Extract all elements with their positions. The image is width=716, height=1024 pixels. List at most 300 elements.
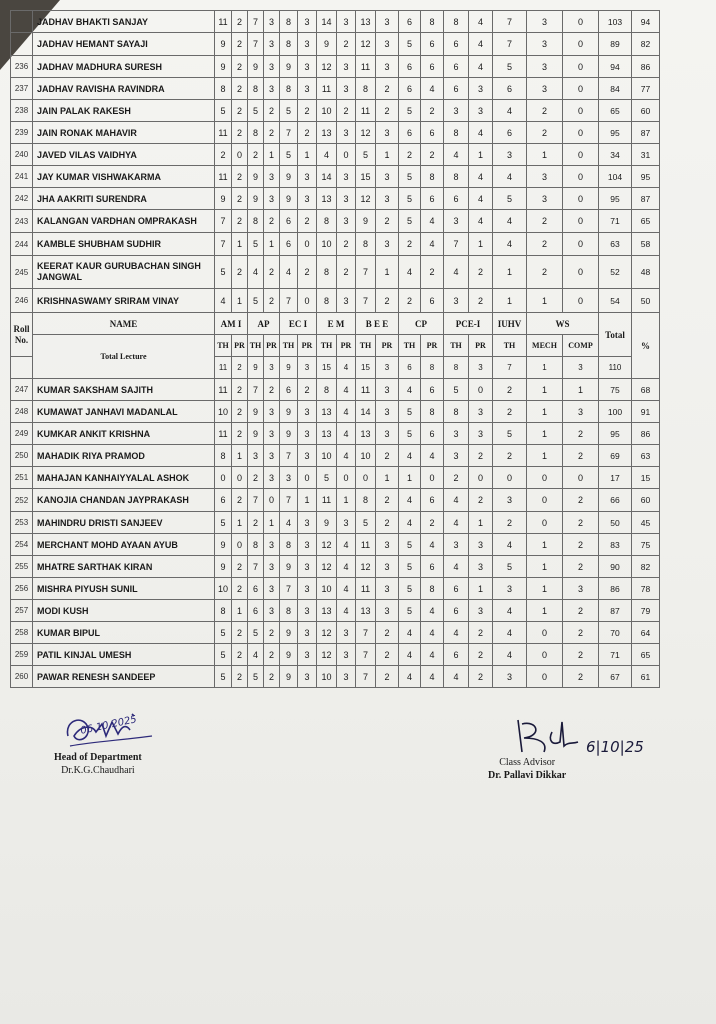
attendance-cell: 7 (356, 289, 376, 313)
sub-header-cell: TH (356, 335, 376, 357)
attendance-cell: 12 (356, 188, 376, 210)
attendance-percent: 58 (632, 233, 660, 256)
attendance-cell: 2 (376, 210, 399, 233)
attendance-cell: 2 (399, 144, 421, 166)
student-row (11, 445, 660, 467)
attendance-cell: 1 (527, 423, 563, 445)
attendance-cell: 4 (337, 578, 356, 600)
attendance-cell: 2 (563, 644, 599, 666)
attendance-cell: 1 (527, 600, 563, 622)
attendance-cell: 9 (215, 534, 232, 556)
attendance-cell: 8 (248, 210, 264, 233)
attendance-cell: 7 (215, 210, 232, 233)
attendance-cell: 2 (399, 289, 421, 313)
attendance-cell: 12 (356, 33, 376, 56)
attendance-cell: 3 (337, 622, 356, 644)
total-attended: 71 (599, 644, 632, 666)
attendance-cell: 12 (356, 556, 376, 578)
student-row (11, 33, 660, 56)
attendance-cell: 11 (356, 534, 376, 556)
attendance-cell: 10 (317, 445, 337, 467)
attendance-cell: 3 (337, 644, 356, 666)
attendance-cell: 1 (469, 512, 493, 534)
attendance-cell: 3 (527, 166, 563, 188)
attendance-cell: 1 (232, 233, 248, 256)
total-attended: 71 (599, 210, 632, 233)
total-lecture-cell: 11 (215, 357, 232, 379)
student-row (11, 622, 660, 644)
attendance-cell: 8 (444, 11, 469, 33)
attendance-cell: 1 (527, 401, 563, 423)
attendance-cell: 9 (215, 33, 232, 56)
roll-number: 236 (11, 56, 33, 78)
attendance-cell: 0 (298, 467, 317, 489)
attendance-cell: 2 (469, 644, 493, 666)
attendance-cell: 4 (280, 256, 298, 289)
attendance-cell: 2 (232, 56, 248, 78)
attendance-cell: 1 (232, 512, 248, 534)
roll-number: 254 (11, 534, 33, 556)
attendance-cell: 0 (337, 144, 356, 166)
attendance-cell: 10 (215, 401, 232, 423)
attendance-cell: 4 (421, 78, 444, 100)
attendance-cell: 3 (337, 210, 356, 233)
attendance-cell: 4 (280, 512, 298, 534)
attendance-percent: 75 (632, 534, 660, 556)
attendance-cell: 6 (421, 489, 444, 512)
roll-number: 243 (11, 210, 33, 233)
attendance-cell: 4 (469, 166, 493, 188)
attendance-cell: 5 (493, 56, 527, 78)
attendance-cell: 12 (317, 534, 337, 556)
attendance-cell: 2 (232, 78, 248, 100)
attendance-cell: 8 (444, 122, 469, 144)
attendance-cell: 4 (248, 256, 264, 289)
attendance-cell: 3 (376, 556, 399, 578)
attendance-cell: 5 (399, 100, 421, 122)
attendance-cell: 0 (527, 467, 563, 489)
attendance-cell: 0 (469, 467, 493, 489)
total-attended: 52 (599, 256, 632, 289)
total-attended: 100 (599, 401, 632, 423)
attendance-cell: 4 (337, 401, 356, 423)
attendance-cell: 11 (356, 379, 376, 401)
attendance-cell: 2 (264, 210, 280, 233)
attendance-cell: 8 (280, 534, 298, 556)
student-name: PATIL KINJAL UMESH (33, 644, 215, 666)
attendance-cell: 9 (280, 166, 298, 188)
attendance-cell: 2 (264, 100, 280, 122)
student-row (11, 401, 660, 423)
attendance-cell: 1 (527, 534, 563, 556)
attendance-cell: 8 (356, 489, 376, 512)
attendance-cell: 2 (337, 33, 356, 56)
sub-header-cell: TH (444, 335, 469, 357)
attendance-cell: 3 (264, 11, 280, 33)
student-row (11, 289, 660, 313)
attendance-cell: 3 (376, 534, 399, 556)
attendance-cell: 3 (337, 188, 356, 210)
attendance-cell: 1 (232, 600, 248, 622)
roll-number: 251 (11, 467, 33, 489)
attendance-cell: 6 (280, 210, 298, 233)
attendance-cell: 9 (280, 56, 298, 78)
attendance-cell: 4 (444, 512, 469, 534)
attendance-cell: 8 (248, 78, 264, 100)
attendance-cell: 3 (264, 445, 280, 467)
attendance-cell: 2 (248, 144, 264, 166)
attendance-cell: 4 (493, 210, 527, 233)
attendance-cell: 4 (493, 166, 527, 188)
attendance-cell: 4 (444, 556, 469, 578)
attendance-cell: 4 (337, 556, 356, 578)
attendance-cell: 2 (215, 144, 232, 166)
attendance-cell: 2 (563, 423, 599, 445)
attendance-cell: 2 (232, 210, 248, 233)
attendance-cell: 6 (421, 289, 444, 313)
student-name: KUMAR BIPUL (33, 622, 215, 644)
attendance-cell: 2 (298, 122, 317, 144)
roll-number: 256 (11, 578, 33, 600)
total-lecture-cell: 3 (264, 357, 280, 379)
attendance-cell: 2 (469, 256, 493, 289)
attendance-cell: 3 (298, 644, 317, 666)
attendance-cell: 3 (444, 100, 469, 122)
student-name: JADHAV BHAKTI SANJAY (33, 11, 215, 33)
attendance-percent: 94 (632, 11, 660, 33)
attendance-cell: 2 (399, 233, 421, 256)
attendance-cell: 3 (264, 166, 280, 188)
attendance-cell: 2 (376, 666, 399, 688)
roll-number: 250 (11, 445, 33, 467)
attendance-cell: 2 (337, 100, 356, 122)
attendance-cell: 7 (356, 644, 376, 666)
attendance-cell: 2 (421, 100, 444, 122)
roll-number: 237 (11, 78, 33, 100)
attendance-cell: 12 (356, 122, 376, 144)
total-attended: 69 (599, 445, 632, 467)
attendance-cell: 0 (563, 467, 599, 489)
attendance-cell: 3 (298, 33, 317, 56)
attendance-cell: 0 (563, 122, 599, 144)
student-name: JAVED VILAS VAIDHYA (33, 144, 215, 166)
attendance-cell: 9 (280, 401, 298, 423)
total-attended: 89 (599, 33, 632, 56)
attendance-cell: 0 (563, 11, 599, 33)
student-row (11, 644, 660, 666)
attendance-cell: 7 (280, 578, 298, 600)
student-row (11, 556, 660, 578)
attendance-cell: 4 (421, 445, 444, 467)
attendance-cell: 3 (376, 401, 399, 423)
attendance-cell: 2 (376, 289, 399, 313)
attendance-cell: 5 (215, 256, 232, 289)
total-lecture-cell: 6 (399, 357, 421, 379)
attendance-cell: 4 (399, 622, 421, 644)
attendance-cell: 7 (280, 289, 298, 313)
attendance-cell: 5 (215, 512, 232, 534)
student-name: JAIN RONAK MAHAVIR (33, 122, 215, 144)
advisor-signature-date: 6|10|25 (586, 738, 644, 756)
attendance-cell: 5 (493, 423, 527, 445)
attendance-percent: 15 (632, 467, 660, 489)
attendance-cell: 2 (421, 256, 444, 289)
total-lecture-cell: 7 (493, 357, 527, 379)
student-name: KRISHNASWAMY SRIRAM VINAY (33, 289, 215, 313)
total-attended: 75 (599, 379, 632, 401)
attendance-cell: 9 (248, 188, 264, 210)
total-attended: 95 (599, 122, 632, 144)
attendance-cell: 0 (527, 644, 563, 666)
attendance-cell: 6 (399, 11, 421, 33)
attendance-cell: 3 (469, 600, 493, 622)
attendance-cell: 6 (421, 379, 444, 401)
attendance-cell: 1 (376, 467, 399, 489)
attendance-cell: 6 (421, 188, 444, 210)
roll-no-header: Roll No. (11, 313, 33, 357)
attendance-cell: 3 (376, 188, 399, 210)
attendance-cell: 9 (280, 556, 298, 578)
attendance-cell: 1 (527, 556, 563, 578)
attendance-cell: 5 (248, 289, 264, 313)
attendance-cell: 3 (527, 78, 563, 100)
attendance-cell: 5 (399, 33, 421, 56)
student-row (11, 100, 660, 122)
attendance-cell: 1 (399, 467, 421, 489)
attendance-cell: 13 (356, 600, 376, 622)
attendance-cell: 4 (469, 33, 493, 56)
attendance-cell: 2 (298, 379, 317, 401)
attendance-cell: 8 (421, 401, 444, 423)
student-name: PAWAR RENESH SANDEEP (33, 666, 215, 688)
sub-header-cell: TH (493, 335, 527, 357)
attendance-cell: 6 (421, 423, 444, 445)
attendance-cell: 3 (337, 78, 356, 100)
attendance-cell: 3 (469, 100, 493, 122)
attendance-cell: 6 (444, 56, 469, 78)
roll-number: 241 (11, 166, 33, 188)
subject-header-iuhv: IUHV (493, 313, 527, 335)
attendance-percent: 31 (632, 144, 660, 166)
attendance-cell: 0 (215, 467, 232, 489)
attendance-cell: 15 (356, 166, 376, 188)
roll-number: 255 (11, 556, 33, 578)
attendance-cell: 3 (444, 534, 469, 556)
advisor-signature (508, 712, 588, 762)
attendance-cell: 13 (317, 401, 337, 423)
attendance-cell: 11 (215, 11, 232, 33)
attendance-cell: 4 (337, 534, 356, 556)
attendance-cell: 14 (317, 166, 337, 188)
sub-header-cell: TH (399, 335, 421, 357)
attendance-cell: 3 (298, 534, 317, 556)
attendance-percent: 78 (632, 578, 660, 600)
attendance-cell: 10 (356, 445, 376, 467)
attendance-cell: 0 (493, 467, 527, 489)
attendance-cell: 11 (215, 166, 232, 188)
attendance-cell: 2 (421, 512, 444, 534)
attendance-cell: 2 (376, 100, 399, 122)
attendance-cell: 11 (215, 423, 232, 445)
attendance-cell: 13 (317, 600, 337, 622)
total-attended: 65 (599, 100, 632, 122)
total-lecture-cell: 8 (444, 357, 469, 379)
attendance-cell: 4 (493, 534, 527, 556)
attendance-cell: 4 (421, 233, 444, 256)
attendance-cell: 3 (337, 11, 356, 33)
attendance-cell: 1 (493, 289, 527, 313)
attendance-cell: 5 (215, 100, 232, 122)
attendance-cell: 0 (232, 144, 248, 166)
attendance-cell: 7 (356, 622, 376, 644)
attendance-cell: 1 (469, 144, 493, 166)
student-name: MAHADIK RIYA PRAMOD (33, 445, 215, 467)
attendance-cell: 6 (280, 233, 298, 256)
attendance-cell: 3 (298, 445, 317, 467)
attendance-cell: 7 (356, 666, 376, 688)
attendance-cell: 5 (248, 233, 264, 256)
sub-header-cell: PR (264, 335, 280, 357)
student-name: JADHAV MADHURA SURESH (33, 56, 215, 78)
attendance-cell: 4 (469, 11, 493, 33)
total-attended: 84 (599, 78, 632, 100)
attendance-cell: 1 (527, 289, 563, 313)
attendance-cell: 2 (563, 489, 599, 512)
total-lecture-cell: 4 (337, 357, 356, 379)
student-name: JADHAV HEMANT SAYAJI (33, 33, 215, 56)
student-name: KALANGAN VARDHAN OMPRAKASH (33, 210, 215, 233)
attendance-cell: 1 (298, 489, 317, 512)
student-row (11, 600, 660, 622)
attendance-cell: 8 (280, 33, 298, 56)
attendance-cell: 3 (264, 33, 280, 56)
attendance-cell: 3 (493, 666, 527, 688)
attendance-cell: 1 (376, 256, 399, 289)
student-name: JADHAV RAVISHA RAVINDRA (33, 78, 215, 100)
attendance-cell: 3 (264, 401, 280, 423)
attendance-cell: 4 (469, 210, 493, 233)
total-attended: 95 (599, 188, 632, 210)
total-attended: 104 (599, 166, 632, 188)
hod-signature-date: 06.10.2025 (79, 714, 138, 737)
attendance-cell: 0 (563, 56, 599, 78)
attendance-cell: 3 (444, 289, 469, 313)
attendance-cell: 4 (421, 210, 444, 233)
attendance-cell: 2 (264, 644, 280, 666)
sub-header-cell: MECH (527, 335, 563, 357)
student-name: MISHRA PIYUSH SUNIL (33, 578, 215, 600)
subject-header-pce1: PCE-I (444, 313, 493, 335)
attendance-cell: 9 (215, 56, 232, 78)
sub-header-cell: PR (469, 335, 493, 357)
attendance-cell: 13 (317, 188, 337, 210)
attendance-percent: 82 (632, 556, 660, 578)
attendance-cell: 12 (317, 644, 337, 666)
student-name: KANOJIA CHANDAN JAYPRAKASH (33, 489, 215, 512)
attendance-percent: 87 (632, 188, 660, 210)
roll-number: 249 (11, 423, 33, 445)
attendance-cell: 5 (280, 100, 298, 122)
student-name: KUMAWAT JANHAVI MADANLAL (33, 401, 215, 423)
attendance-cell: 1 (264, 144, 280, 166)
student-name: JAY KUMAR VISHWAKARMA (33, 166, 215, 188)
total-attended: 95 (599, 423, 632, 445)
attendance-cell: 2 (563, 600, 599, 622)
attendance-cell: 0 (298, 289, 317, 313)
attendance-cell: 7 (356, 256, 376, 289)
subject-header-ws: WS (527, 313, 599, 335)
attendance-cell: 3 (493, 144, 527, 166)
student-row (11, 122, 660, 144)
attendance-cell: 10 (317, 233, 337, 256)
attendance-percent: 77 (632, 78, 660, 100)
attendance-cell: 2 (469, 445, 493, 467)
attendance-cell: 6 (493, 122, 527, 144)
roll-number: 244 (11, 233, 33, 256)
attendance-cell: 13 (356, 423, 376, 445)
attendance-cell: 4 (444, 666, 469, 688)
attendance-cell: 1 (563, 379, 599, 401)
attendance-cell: 0 (527, 489, 563, 512)
student-row (11, 534, 660, 556)
attendance-cell: 2 (376, 512, 399, 534)
attendance-cell: 6 (493, 78, 527, 100)
total-attended: 83 (599, 534, 632, 556)
subject-header-bee: B E E (356, 313, 399, 335)
attendance-cell: 3 (337, 512, 356, 534)
attendance-cell: 3 (298, 578, 317, 600)
attendance-cell: 9 (248, 401, 264, 423)
attendance-cell: 2 (469, 489, 493, 512)
attendance-cell: 2 (469, 289, 493, 313)
attendance-cell: 2 (376, 489, 399, 512)
attendance-cell: 3 (469, 401, 493, 423)
subject-header-ec1: EC I (280, 313, 317, 335)
attendance-cell: 2 (527, 210, 563, 233)
attendance-cell: 3 (264, 78, 280, 100)
attendance-cell: 5 (356, 144, 376, 166)
attendance-cell: 2 (248, 467, 264, 489)
attendance-cell: 2 (264, 666, 280, 688)
attendance-cell: 2 (264, 379, 280, 401)
attendance-cell: 0 (469, 379, 493, 401)
sub-header-cell: PR (232, 335, 248, 357)
attendance-cell: 8 (280, 600, 298, 622)
attendance-percent: 87 (632, 122, 660, 144)
attendance-cell: 9 (248, 166, 264, 188)
attendance-cell: 4 (493, 600, 527, 622)
sub-header-cell: TH (215, 335, 232, 357)
attendance-cell: 7 (248, 379, 264, 401)
attendance-cell: 4 (399, 489, 421, 512)
attendance-cell: 13 (317, 423, 337, 445)
student-name: MHATRE SARTHAK KIRAN (33, 556, 215, 578)
attendance-cell: 9 (280, 423, 298, 445)
attendance-cell: 8 (317, 210, 337, 233)
attendance-cell: 4 (493, 622, 527, 644)
attendance-cell: 8 (317, 379, 337, 401)
student-name: KAMBLE SHUBHAM SUDHIR (33, 233, 215, 256)
attendance-percent: 82 (632, 33, 660, 56)
attendance-cell: 0 (264, 489, 280, 512)
attendance-cell: 3 (298, 188, 317, 210)
student-row (11, 489, 660, 512)
total-attended: 87 (599, 600, 632, 622)
attendance-cell: 8 (215, 445, 232, 467)
attendance-cell: 2 (563, 534, 599, 556)
attendance-cell: 2 (337, 256, 356, 289)
attendance-cell: 3 (527, 33, 563, 56)
